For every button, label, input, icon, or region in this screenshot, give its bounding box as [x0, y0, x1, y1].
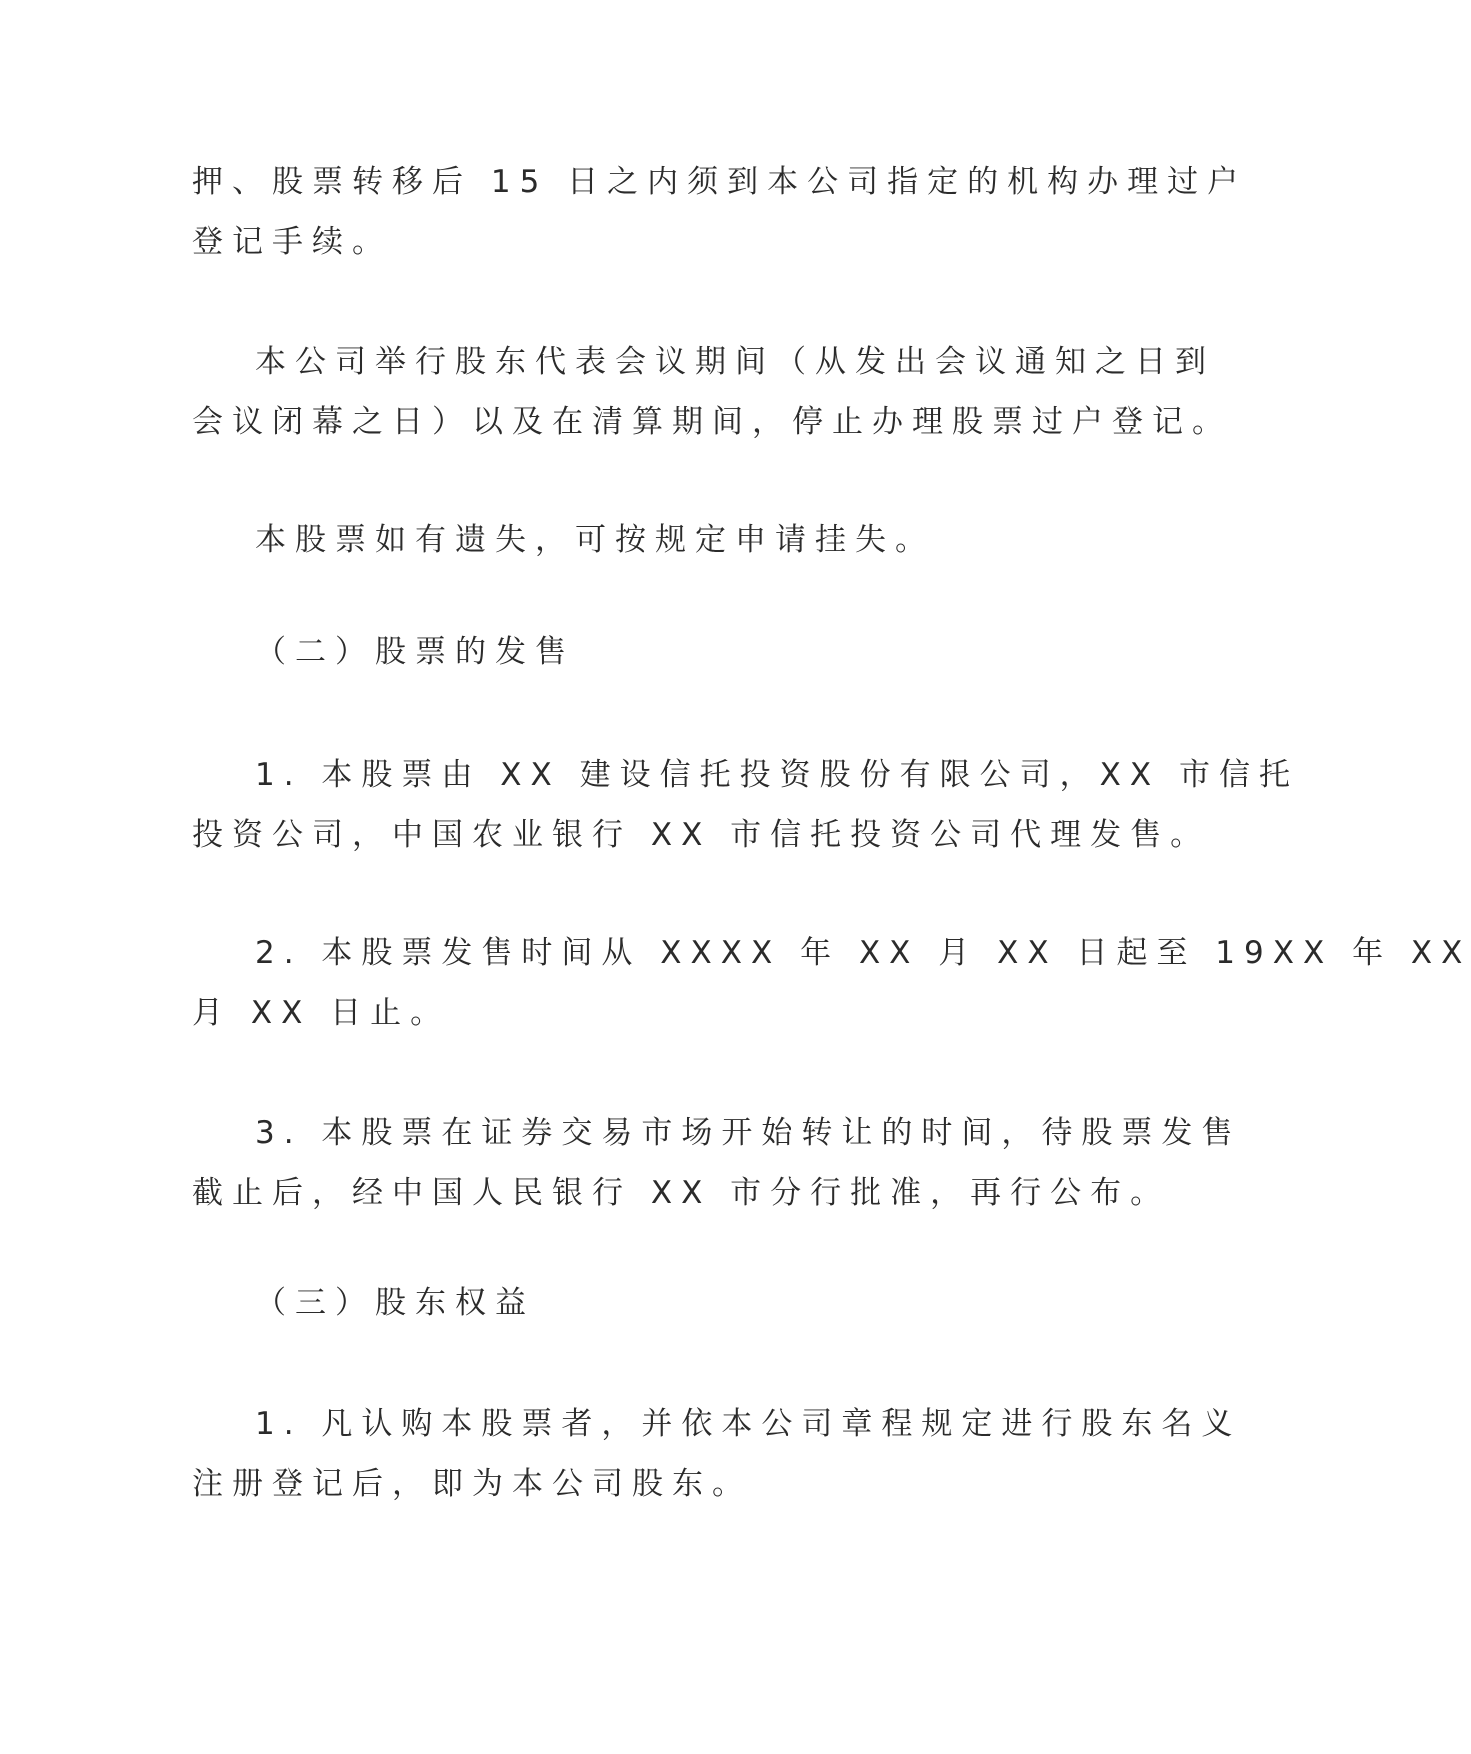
- text-line: 截止后，经中国人民银行 XX 市分行批准，再行公布。: [192, 1175, 1171, 1211]
- text-line: 月 XX 日止。: [192, 995, 451, 1031]
- text-line: 押、股票转移后 15 日之内须到本公司指定的机构办理过户: [192, 164, 1248, 200]
- text-line: 2. 本股票发售时间从 XXXX 年 XX 月 XX 日起至 19XX 年 XX: [255, 935, 1471, 971]
- text-line: 1. 本股票由 XX 建设信托投资股份有限公司，XX 市信托: [255, 757, 1299, 793]
- text-line: 本股票如有遗失，可按规定申请挂失。: [255, 522, 935, 558]
- section-heading: （二）股票的发售: [255, 634, 575, 670]
- text-line: 登记手续。: [192, 224, 392, 260]
- section-heading: （三）股东权益: [255, 1285, 535, 1321]
- text-line: 注册登记后，即为本公司股东。: [192, 1466, 752, 1502]
- text-line: 3. 本股票在证券交易市场开始转让的时间，待股票发售: [255, 1115, 1242, 1151]
- text-line: 本公司举行股东代表会议期间（从发出会议通知之日到: [255, 344, 1215, 380]
- text-line: 会议闭幕之日）以及在清算期间，停止办理股票过户登记。: [192, 404, 1232, 440]
- text-line: 投资公司，中国农业银行 XX 市信托投资公司代理发售。: [192, 817, 1211, 853]
- text-line: 1. 凡认购本股票者，并依本公司章程规定进行股东名义: [255, 1406, 1242, 1442]
